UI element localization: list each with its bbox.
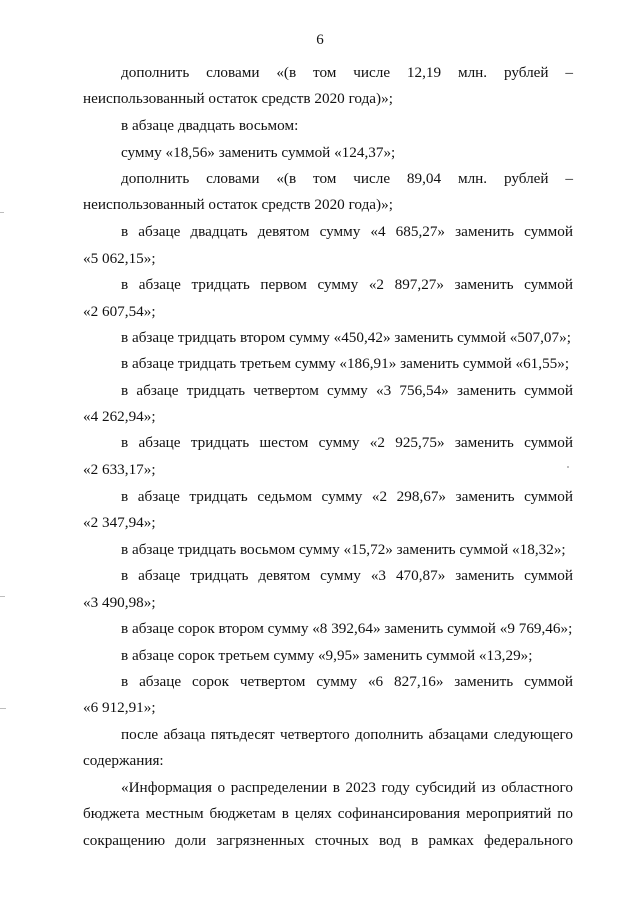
text-line: в абзаце тридцать первом сумму «2 897,27» заменить суммой — [121, 276, 573, 293]
text-line: в абзаце сорок втором сумму «8 392,64» заменить суммой «9 769,46»; — [121, 620, 573, 637]
text-line: «2 633,17»; — [83, 461, 156, 478]
text-line: в абзаце тридцать восьмом сумму «15,72» заменить суммой «18,32»; — [121, 541, 566, 558]
text-line: «4 262,94»; — [83, 408, 156, 425]
text-line: в абзаце тридцать втором сумму «450,42» заменить суммой «507,07»; — [121, 329, 571, 346]
scan-speck — [567, 466, 569, 468]
text-line: «3 490,98»; — [83, 594, 156, 611]
text-line: дополнить словами «(в том числе 12,19 млн. рублей – — [121, 64, 573, 81]
text-line: дополнить словами «(в том числе 89,04 млн. рублей – — [121, 170, 573, 187]
text-line: в абзаце тридцать девятом сумму «3 470,87» заменить суммой — [121, 567, 573, 584]
text-line: в абзаце сорок четвертом сумму «6 827,16» заменить суммой — [121, 673, 573, 690]
text-line: «Информация о распределении в 2023 году субсидий из областного — [121, 779, 573, 796]
text-line: «6 912,91»; — [83, 699, 156, 716]
text-line: сумму «18,56» заменить суммой «124,37»; — [121, 144, 396, 161]
text-line: в абзаце сорок третьем сумму «9,95» заменить суммой «13,29»; — [121, 647, 533, 664]
text-line: в абзаце тридцать шестом сумму «2 925,75» заменить суммой — [121, 434, 573, 451]
text-line: сокращению доли загрязненных сточных вод в рамках федерального — [83, 832, 573, 849]
text-line: «2 607,54»; — [83, 303, 156, 320]
text-line: «2 347,94»; — [83, 514, 156, 531]
text-line: в абзаце тридцать седьмом сумму «2 298,67» заменить суммой — [121, 488, 573, 505]
text-line: содержания: — [83, 752, 164, 769]
page-number: 6 — [316, 32, 324, 48]
text-line: в абзаце двадцать восьмом: — [121, 117, 299, 134]
text-line: бюджета местным бюджетам в целях софинансирования мероприятий по — [83, 805, 573, 822]
scan-edge-mark — [0, 708, 6, 709]
text-line: в абзаце двадцать девятом сумму «4 685,27» заменить суммой — [121, 223, 573, 240]
text-line: после абзаца пятьдесят четвертого дополнить абзацами следующего — [121, 726, 573, 743]
text-line: в абзаце тридцать третьем сумму «186,91» заменить суммой «61,55»; — [121, 355, 570, 372]
text-line: неиспользованный остаток средств 2020 года)»; — [83, 196, 393, 213]
scan-edge-mark — [0, 212, 4, 213]
text-line: «5 062,15»; — [83, 250, 156, 267]
text-line: неиспользованный остаток средств 2020 года)»; — [83, 90, 393, 107]
scan-edge-mark — [0, 596, 5, 597]
text-line: в абзаце тридцать четвертом сумму «3 756,54» заменить суммой — [121, 382, 573, 399]
